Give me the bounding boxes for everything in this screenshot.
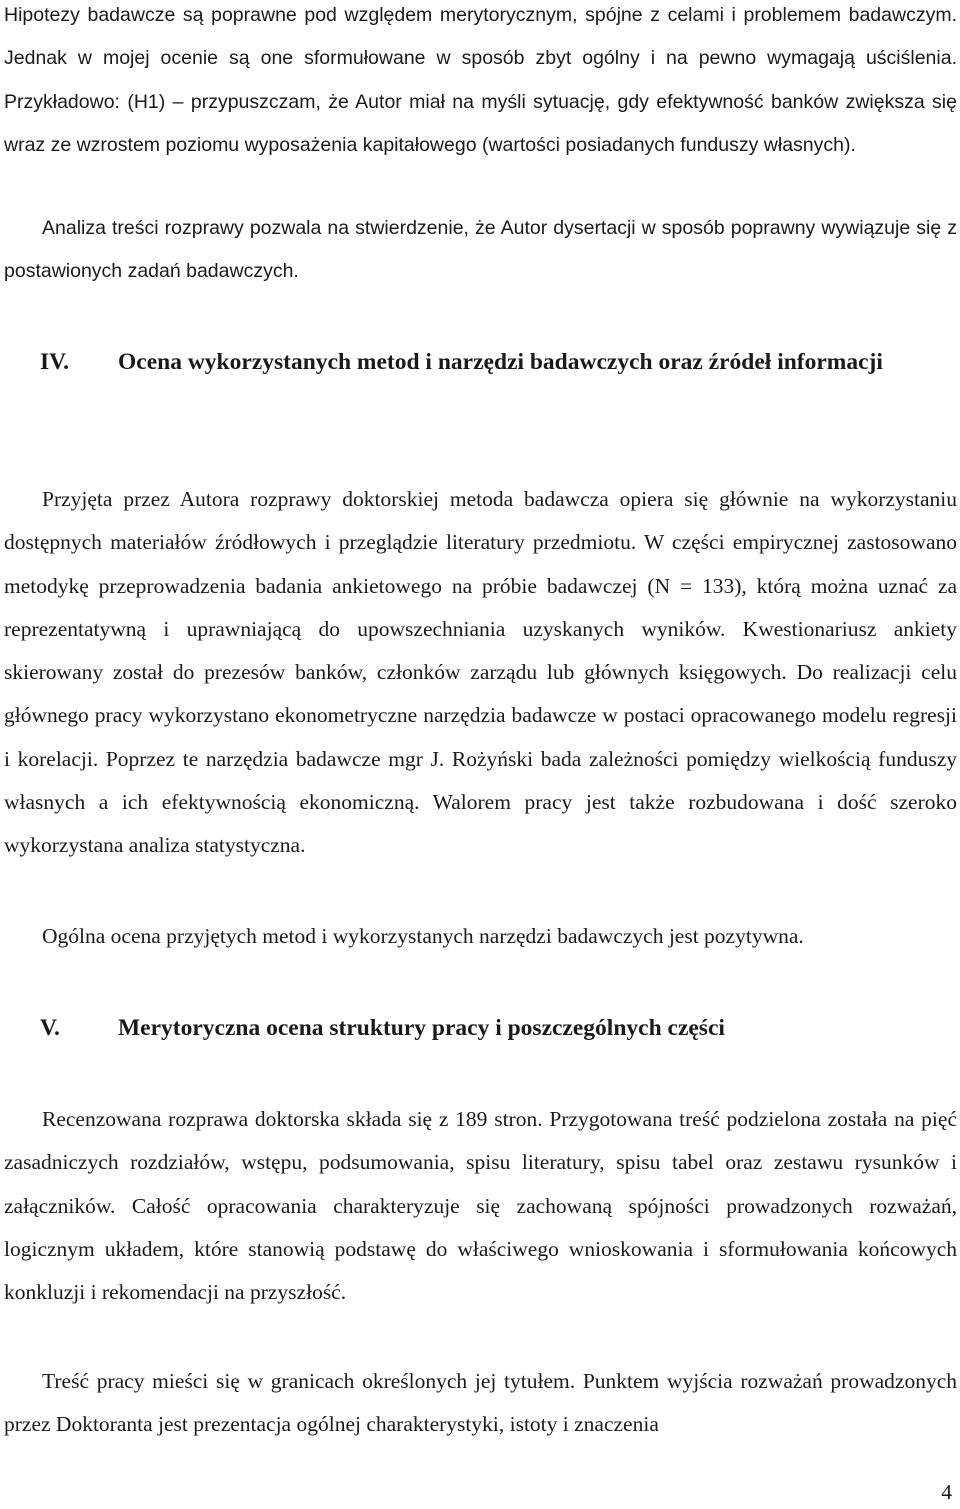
section-heading-v bbox=[40, 1005, 940, 1051]
section-title: Merytoryczna ocena struktury pracy i poszczególnych części bbox=[118, 1015, 725, 1041]
paragraph-structure: Recenzowana rozprawa doktorska składa się z 189 stron. Przygotowana treść podzielona została na pięć zasadniczych rozdziałów, wstępu, podsumowania, spisu literatury, spisu tabel oraz zestawu rysunków i załączników. Całość opracowania charakteryzuje się zachowaną spójności prowadzonych rozważań, logicznym układem, które stanowią podstawę do właściwego wnioskowania i sformułowania końcowych konkluzji i rekomendacji na przyszłość. bbox=[4, 1107, 957, 1305]
paragraph-hypotheses: Hipotezy badawcze są poprawne pod względem merytorycznym, spójne z celami i problemem badawczym. Jednak w mojej ocenie są one sformułowane w sposób zbyt ogólny i na pewno wymagają uściślenia. Przykładowo: (H1) – przypuszczam, że Autor miał na myśli sytuację, gdy efektywność banków zwiększa się wraz ze wzrostem poziomu wyposażenia kapitałowego (wartości posiadanych funduszy własnych). bbox=[4, 4, 957, 156]
section-heading-iv bbox=[40, 339, 940, 385]
paragraph-analysis: Analiza treści rozprawy pozwala na stwierdzenie, że Autor dysertacji w sposób poprawny wywiązuje się z postawionych zadań badawczych. bbox=[4, 217, 957, 283]
paragraph-content-scope: Treść pracy mieści się w granicach określonych jej tytułem. Punktem wyjścia rozważań prowadzonych przez Doktoranta jest prezentacja ogólnej charakterystyki, istoty i znaczenia bbox=[4, 1369, 957, 1437]
paragraph-methods: Przyjęta przez Autora rozprawy doktorskiej metoda badawcza opiera się głównie na wykorzystaniu dostępnych materiałów źródłowych i przeglądzie literatury przedmiotu. W części empirycznej zastosowano metodykę przeprowadzenia badania ankietowego na próbie badawczej (N = 133), którą można uznać za reprezentatywną i uprawniającą do upowszechniania uzyskanych wyników. Kwestionariusz ankiety skierowany został do prezesów banków, członków zarządu lub głównych księgowych. Do realizacji celu głównego pracy wykorzystano ekonometryczne narzędzia badawcze w postaci opracowanego modelu regresji i korelacji. Poprzez te narzędzia badawcze mgr J. Rożyński bada zależności pomiędzy wielkością funduszy własnych a ich efektywnością ekonomiczną. Walorem pracy jest także rozbudowana i dość szeroko wykorzystana analiza statystyczna. bbox=[4, 487, 957, 858]
page-number: 4 bbox=[941, 1480, 952, 1504]
section-number: V. bbox=[40, 1015, 60, 1041]
paragraph-methods-summary: Ogólna ocena przyjętych metod i wykorzystanych narzędzi badawczych jest pozytywna. bbox=[42, 924, 804, 948]
section-title: Ocena wykorzystanych metod i narzędzi badawczych oraz źródeł informacji bbox=[118, 349, 883, 375]
section-number: IV. bbox=[40, 349, 69, 375]
